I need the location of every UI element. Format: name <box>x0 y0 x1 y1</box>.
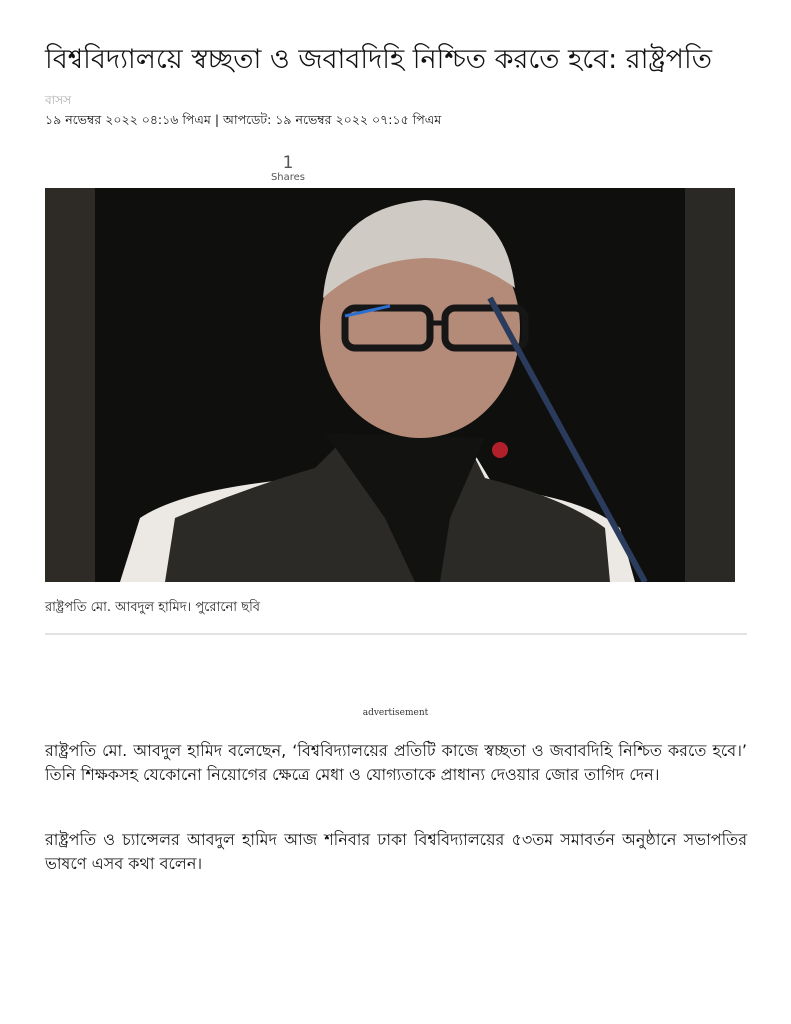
share-counter[interactable] <box>258 154 318 183</box>
article-paragraph: রাষ্ট্রপতি ও চ্যান্সেলর আবদুল হামিদ আজ শনিবার ঢাকা বিশ্ববিদ্যালয়ের ৫৩তম সমাবর্তন অনুষ্ঠানে সভাপতির ভাষণে এসব কথা বলেন। <box>45 830 747 873</box>
article-source[interactable]: বাসস <box>45 93 72 107</box>
article-timestamps: ১৯ নভেম্বর ২০২২ ০৪:১৬ পিএম | আপডেট: ১৯ নভেম্বর ২০২২ ০৭:১৫ পিএম <box>45 112 442 127</box>
article-paragraph: রাষ্ট্রপতি মো. আবদুল হামিদ বলেছেন, ‘বিশ্ববিদ্যালয়ের প্রতিটি কাজে স্বচ্ছতা ও জবাবদিহি নিশ্চিত করতে হবে।’ তিনি শিক্ষকসহ যেকোনো নিয়োগের ক্ষেত্রে মেধা ও যোগ্যতাকে প্রাধান্য দেওয়ার জোর তাগিদ দেন। <box>45 741 747 784</box>
image-caption: রাষ্ট্রপতি মো. আবদুল হামিদ। পুরোনো ছবি <box>45 600 261 615</box>
share-label: Shares <box>270 172 306 183</box>
president-portrait-image <box>45 188 735 582</box>
caption-divider <box>45 633 747 635</box>
article-title: বিশ্ববিদ্যালয়ে স্বচ্ছতা ও জবাবদিহি নিশ্চিত করতে হবে: রাষ্ট্রপতি <box>45 44 712 75</box>
article-photo <box>45 188 735 582</box>
advertisement-label: advertisement <box>362 708 429 718</box>
share-count: 1 <box>282 153 294 173</box>
